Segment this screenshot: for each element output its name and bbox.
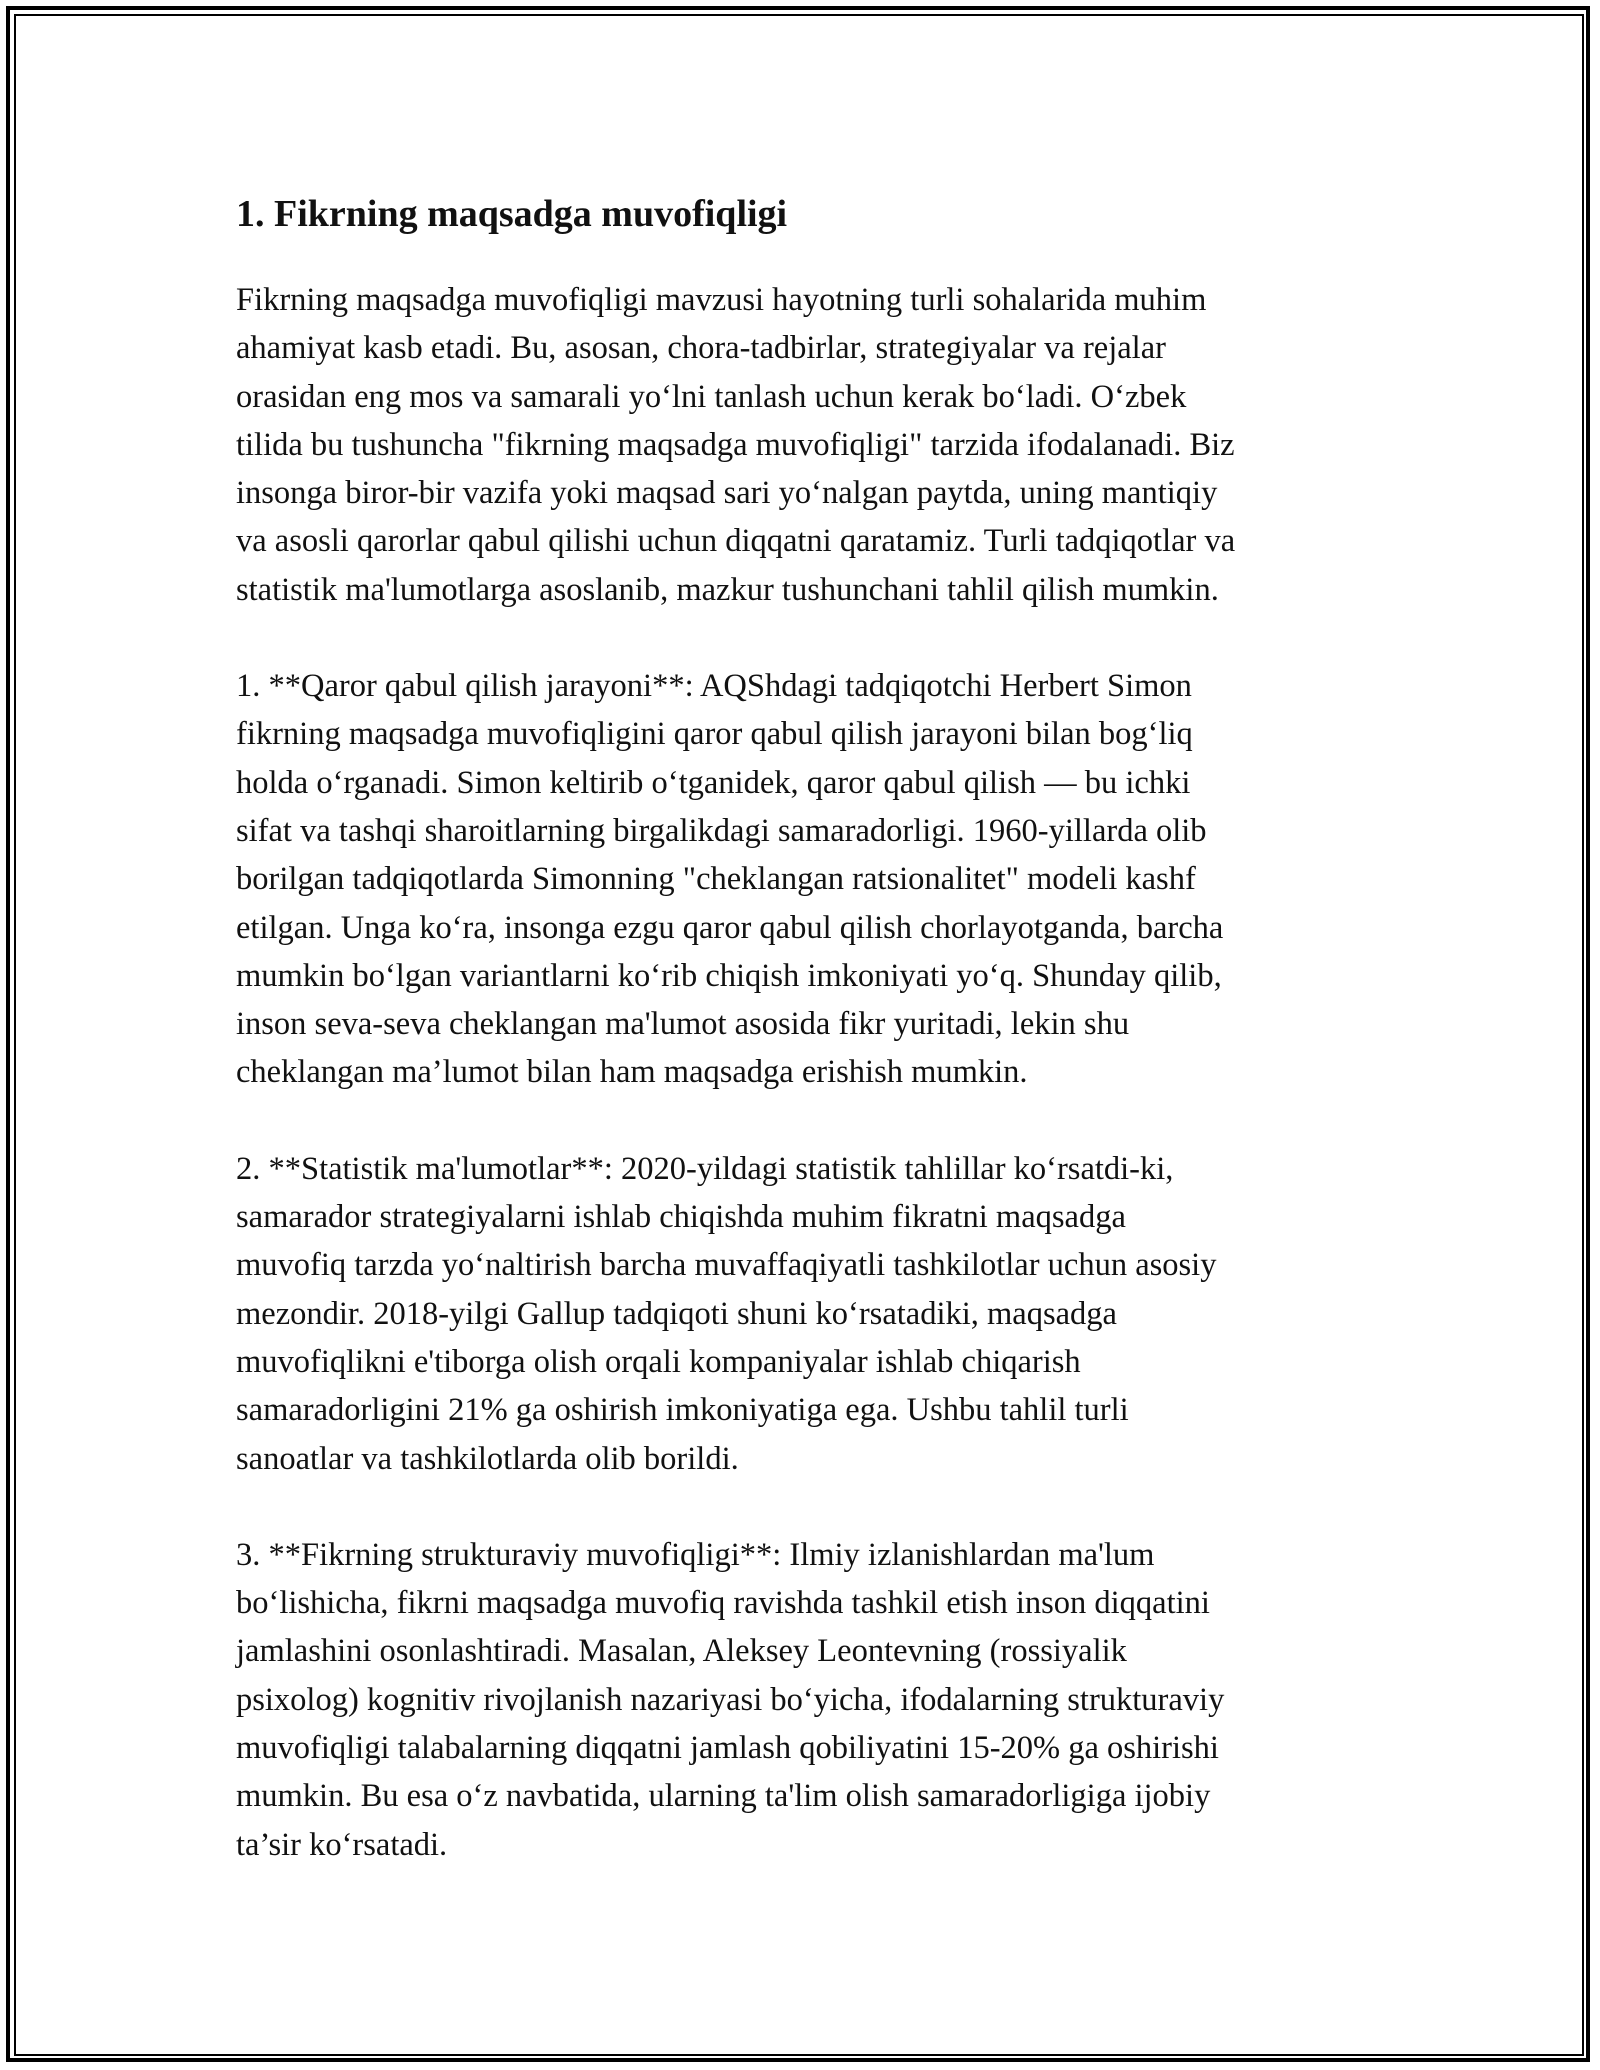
paragraph-line: muvofiqligi talabalarning diqqatni jamlash qobiliyatini 15-20% ga oshirishi xyxy=(236,1730,1219,1767)
paragraph-line: va asosli qarorlar qabul qilishi uchun diqqatni qaratamiz. Turli tadqiqotlar va xyxy=(236,523,1236,560)
decision-making-paragraph xyxy=(236,662,1372,1097)
paragraph-line: mezondir. 2018-yilgi Gallup tadqiqoti shuni ko‘rsatadiki, maqsadga xyxy=(236,1295,1117,1332)
paragraph-line: psixolog) kognitiv rivojlanish nazariyasi bo‘yicha, ifodalarning strukturaviy xyxy=(236,1681,1225,1718)
paragraph-line: insonga biror-bir vazifa yoki maqsad sari yo‘nalgan paytda, uning mantiqiy xyxy=(236,475,1218,512)
paragraph-line: sifat va tashqi sharoitlarning birgalikdagi samaradorligi. 1960-yillarda olib xyxy=(236,812,1207,849)
paragraph-line: samaradorligini 21% ga oshirish imkoniyatiga ega. Ushbu tahlil turli xyxy=(236,1392,1129,1429)
statistics-paragraph xyxy=(236,1145,1372,1483)
paragraph-line: jamlashini osonlashtiradi. Masalan, Aleksey Leontevning (rossiyalik xyxy=(236,1633,1127,1670)
paragraph-line: bo‘lishicha, fikrni maqsadga muvofiq ravishda tashkil etish inson diqqatini xyxy=(236,1585,1210,1622)
paragraph-line: 1. **Qaror qabul qilish jarayoni**: AQShdagi tadqiqotchi Herbert Simon xyxy=(236,668,1192,705)
paragraph-line: etilgan. Unga ko‘ra, insonga ezgu qaror qabul qilish chorlayotganda, barcha xyxy=(236,909,1224,946)
paragraph-line: statistik ma'lumotlarga asoslanib, mazkur tushunchani tahlil qilish mumkin. xyxy=(236,571,1219,608)
paragraph-line: muvofiq tarzda yo‘naltirish barcha muvaffaqiyatli tashkilotlar uchun asosiy xyxy=(236,1247,1217,1284)
paragraph-line: borilgan tadqiqotlarda Simonning "cheklangan ratsionalitet" modeli kashf xyxy=(236,861,1196,898)
paragraph-line: fikrning maqsadga muvofiqligini qaror qabul qilish jarayoni bilan bog‘liq xyxy=(236,716,1193,753)
paragraph-line: ahamiyat kasb etadi. Bu, asosan, chora-tadbirlar, strategiyalar va rejalar xyxy=(236,330,1166,367)
paragraph-line: holda o‘rganadi. Simon keltirib o‘tganidek, qaror qabul qilish — bu ichki xyxy=(236,764,1191,801)
paragraph-line: Fikrning maqsadga muvofiqligi mavzusi hayotning turli sohalarida muhim xyxy=(236,282,1207,318)
paragraph-line: tilida bu tushuncha "fikrning maqsadga muvofiqligi" tarzida ifodalanadi. Biz xyxy=(236,426,1235,463)
paragraph-line: orasidan eng mos va samarali yo‘lni tanlash uchun kerak bo‘ladi. O‘zbek xyxy=(236,378,1187,415)
paragraph-line: 2. **Statistik ma'lumotlar**: 2020-yildagi statistik tahlillar ko‘rsatdi-ki, xyxy=(236,1150,1174,1187)
paragraph-line: samarador strategiyalarni ishlab chiqishda muhim fikratni maqsadga xyxy=(236,1199,1126,1236)
paragraph-line: 3. **Fikrning strukturaviy muvofiqligi**: Ilmiy izlanishlardan ma'lum xyxy=(236,1536,1155,1573)
structural-paragraph xyxy=(236,1531,1372,1869)
paragraph-line: ta’sir ko‘rsatadi. xyxy=(236,1826,448,1863)
intro-paragraph xyxy=(236,276,1372,614)
paragraph-line: inson seva-seva cheklangan ma'lumot asosida fikr yuritadi, lekin shu xyxy=(236,1006,1130,1043)
document-title: 1. Fikrning maqsadga muvofiqligi xyxy=(236,193,788,235)
paragraph-line: sanoatlar va tashkilotlarda olib borildi. xyxy=(236,1440,739,1477)
paragraph-line: mumkin bo‘lgan variantlarni ko‘rib chiqish imkoniyati yo‘q. Shunday qilib, xyxy=(236,957,1222,994)
paragraph-line: cheklangan ma’lumot bilan ham maqsadga erishish mumkin. xyxy=(236,1054,1028,1091)
paragraph-line: muvofiqlikni e'tiborga olish orqali kompaniyalar ishlab chiqarish xyxy=(236,1343,1081,1380)
paragraph-line: mumkin. Bu esa o‘z navbatida, ularning ta'lim olish samaradorligiga ijobiy xyxy=(236,1778,1211,1815)
document-body xyxy=(236,186,1372,1917)
